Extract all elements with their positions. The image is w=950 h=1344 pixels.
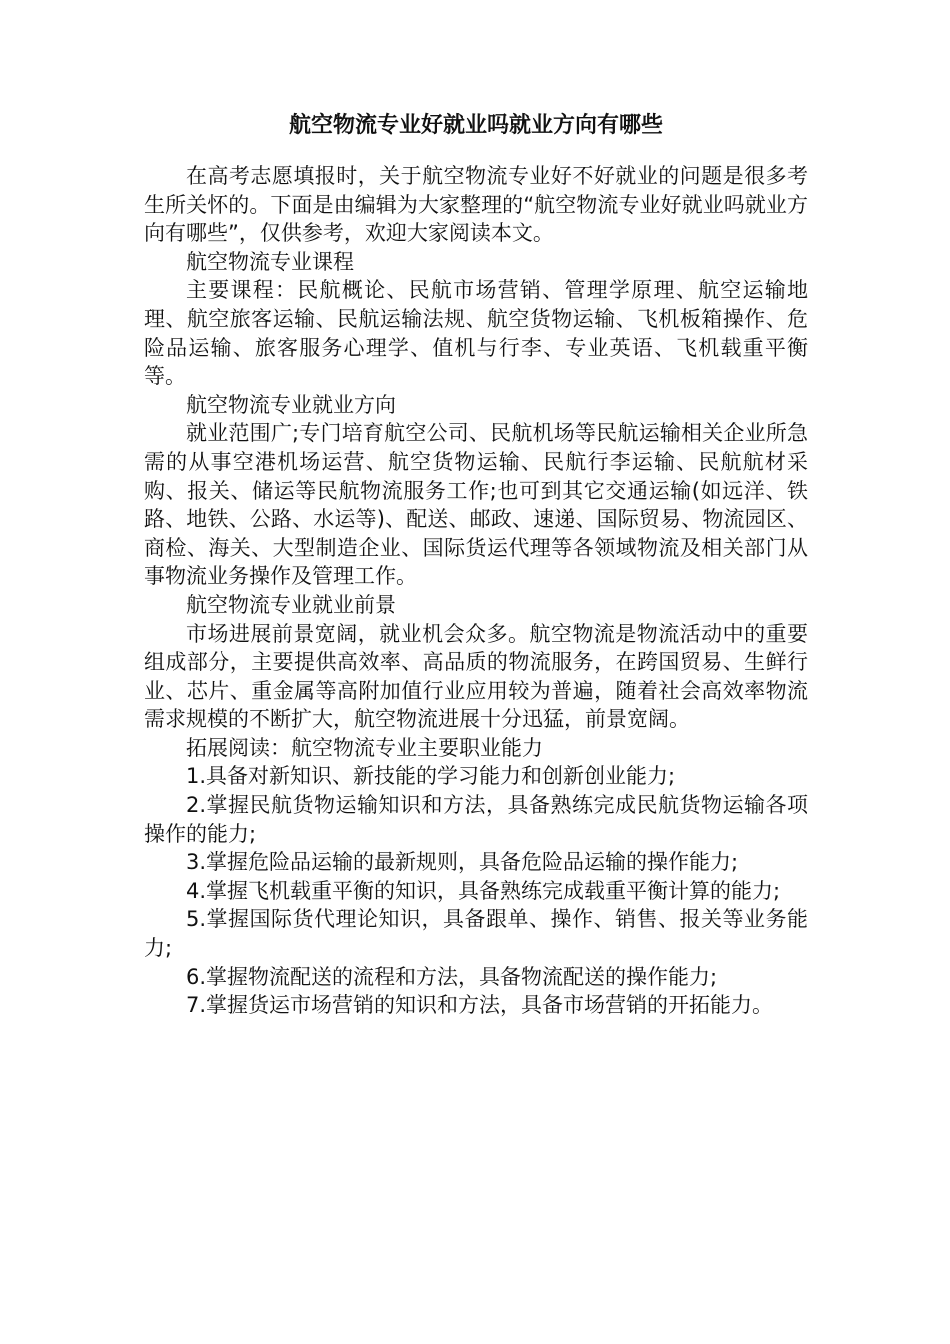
section-heading-prospects: 航空物流专业就业前景 <box>186 592 396 617</box>
ability-item-5: 5.掌握国际货代理论知识，具备跟单、操作、销售、报关等业务能力; <box>144 907 808 961</box>
ability-item-6: 6.掌握物流配送的流程和方法，具备物流配送的操作能力; <box>186 964 718 989</box>
section-heading-direction: 航空物流专业就业方向 <box>186 392 396 417</box>
section-heading-courses: 航空物流专业课程 <box>186 249 354 274</box>
section-heading-abilities: 拓展阅读：航空物流专业主要职业能力 <box>186 735 543 760</box>
document-page <box>144 112 808 1020</box>
direction-paragraph: 就业范围广;专门培育航空公司、民航机场等民航运输相关企业所急需的从事空港机场运营、航空货物运输、民航行李运输、民航航材采购、报关、储运等民航物流服务工作;也可到其它交通运输(如远洋、铁路、地铁、公路、水运等)、配送、邮政、速递、国际贸易、物流园区、商检、海关、大型制造企业、国际货运代理等各领域物流及相关部门从事物流业务操作及管理工作。 <box>144 421 808 589</box>
intro-paragraph: 在高考志愿填报时，关于航空物流专业好不好就业的问题是很多考生所关怀的。下面是由编辑为大家整理的“航空物流专业好就业吗就业方向有哪些”，仅供参考，欢迎大家阅读本文。 <box>144 164 808 246</box>
ability-item-2: 2.掌握民航货物运输知识和方法，具备熟练完成民航货物运输各项操作的能力; <box>144 793 808 846</box>
ability-item-3: 3.掌握危险品运输的最新规则，具备危险品运输的操作能力; <box>186 850 739 875</box>
ability-item-1: 1.具备对新知识、新技能的学习能力和创新创业能力; <box>186 764 676 789</box>
document-title: 航空物流专业好就业吗就业方向有哪些 <box>288 113 663 138</box>
ability-item-4: 4.掌握飞机载重平衡的知识，具备熟练完成载重平衡计算的能力; <box>186 878 781 903</box>
prospects-paragraph: 市场进展前景宽阔，就业机会众多。航空物流是物流活动中的重要组成部分，主要提供高效率、高品质的物流服务，在跨国贸易、生鲜行业、芯片、重金属等高附加值行业应用较为普遍，随着社会高效率物流需求规模的不断扩大，航空物流进展十分迅猛，前景宽阔。 <box>144 621 808 732</box>
ability-item-7: 7.掌握货运市场营销的知识和方法，具备市场营销的开拓能力。 <box>186 993 774 1018</box>
courses-paragraph: 主要课程：民航概论、民航市场营销、管理学原理、航空运输地理、航空旅客运输、民航运输法规、航空货物运输、飞机板箱操作、危险品运输、旅客服务心理学、值机与行李、专业英语、飞机载重平衡等。 <box>144 278 808 389</box>
